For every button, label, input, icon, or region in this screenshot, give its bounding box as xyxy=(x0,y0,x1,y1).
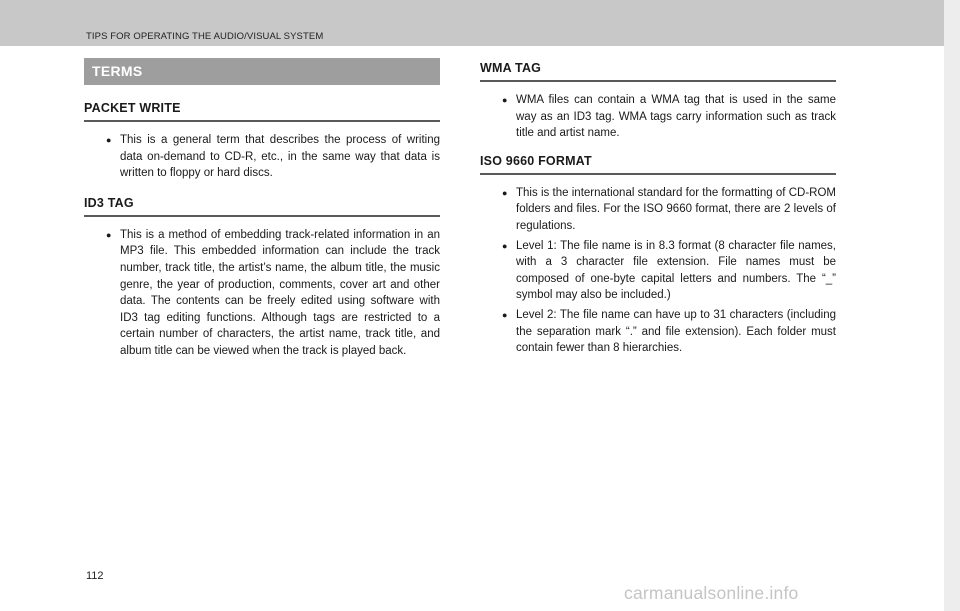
terms-heading: TERMS xyxy=(84,58,440,85)
page-number: 112 xyxy=(86,570,104,582)
iso-9660-title: ISO 9660 FORMAT xyxy=(480,154,836,175)
id3-tag-list xyxy=(84,227,440,360)
list-item: ● WMA files can contain a WMA tag that is used in the same way as an ID3 tag. WMA tags carry information such as track title and artist name. xyxy=(480,92,836,142)
right-column xyxy=(480,58,836,360)
list-item: ● This is a method of embedding track-related information in an MP3 file. This embedded information can include the track number, track title, the artist’s name, the album title, the music genre, the year of production, comments, cover art and other data. The contents can be freely edited using software with ID3 tag editing functions. Although tags are restricted to a certain number of characters, the artist name, track title, and album title can be viewed when the track is played back. xyxy=(84,227,440,360)
packet-write-title: PACKET WRITE xyxy=(84,101,440,122)
list-item: ● Level 1: The file name is in 8.3 format (8 character file names, with a 3 character file extension. File names must be composed of one-byte capital letters and numbers. The “_” symbol may also be included.) xyxy=(480,238,836,304)
list-item: ● Level 2: The file name can have up to 31 characters (including the separation mark “.” and file extension). Each folder must contain fewer than 8 hierarchies. xyxy=(480,307,836,357)
left-column xyxy=(84,58,440,363)
list-item: ● This is a general term that describes the process of writing data on-demand to CD-R, etc., in the same way that data is written to floppy or hard discs. xyxy=(84,132,440,182)
packet-write-list xyxy=(84,132,440,182)
wma-tag-list xyxy=(480,92,836,142)
site-watermark: carmanualsonline.info xyxy=(624,583,799,603)
list-item: ● This is the international standard for the formatting of CD-ROM folders and files. For the ISO 9660 format, there are 2 levels of regulations. xyxy=(480,185,836,235)
wma-tag-title: WMA TAG xyxy=(480,61,836,82)
id3-tag-title: ID3 TAG xyxy=(84,196,440,217)
page-edge-strip xyxy=(944,0,960,611)
iso-9660-list xyxy=(480,185,836,357)
page-header xyxy=(0,0,944,46)
header-title: TIPS FOR OPERATING THE AUDIO/VISUAL SYSTEM xyxy=(86,31,324,42)
